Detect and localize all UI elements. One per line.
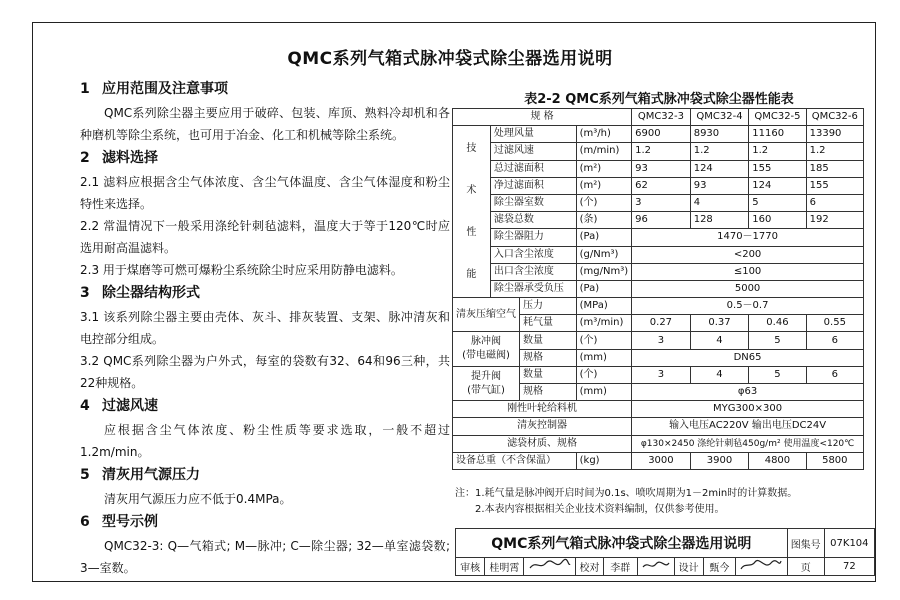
section-2 xyxy=(80,149,450,281)
reviewer-name: 桂明霄 xyxy=(485,558,524,576)
table-cell: φ130×2450 涤纶针刺毡450g/m² 使用温度<120℃ xyxy=(632,435,864,452)
table-cell: 5 xyxy=(749,194,806,211)
param-unit: (MPa) xyxy=(576,298,632,315)
table-cell: 1470－1770 xyxy=(632,229,864,246)
table-cell: 5 xyxy=(749,366,806,383)
table-title: 表2-2 QMC系列气箱式脉冲袋式除尘器性能表 xyxy=(524,92,794,107)
table-cell: 6900 xyxy=(632,126,691,143)
section-number: 4 xyxy=(80,398,90,414)
proofer-signature xyxy=(637,558,674,576)
table-cell: 155 xyxy=(806,177,863,194)
table-cell: 3 xyxy=(632,366,691,383)
table-cell: 0.55 xyxy=(806,315,863,332)
section-heading: 过滤风速 xyxy=(102,398,158,414)
param-name: 压力 xyxy=(520,298,577,315)
section-heading: 除尘器结构形式 xyxy=(102,285,200,301)
param-unit: (Pa) xyxy=(576,229,632,246)
table-row xyxy=(453,298,864,315)
group-label: 脉冲阀 (带电磁阀) xyxy=(453,332,520,366)
table-row xyxy=(453,194,864,211)
tech-performance-label: 技 术 性 能 xyxy=(453,126,491,298)
table-cell: 3000 xyxy=(632,452,691,469)
section-paragraph: 2.3 用于煤磨等可燃可爆粉尘系统除尘时应采用防静电滤料。 xyxy=(80,263,403,277)
table-cell: 1.2 xyxy=(690,143,749,160)
table-cell: 输入电压AC220V 输出电压DC24V xyxy=(632,418,864,435)
table-cell: 4 xyxy=(690,366,749,383)
section-paragraph: 清灰用气源压力应不低于0.4MPa。 xyxy=(104,492,292,506)
table-row xyxy=(453,177,864,194)
table-cell: 124 xyxy=(690,160,749,177)
table-cell: 5800 xyxy=(806,452,863,469)
section-6 xyxy=(80,513,450,579)
param-name: 处理风量 xyxy=(490,126,576,143)
table-cell: 62 xyxy=(632,177,691,194)
table-row xyxy=(453,452,864,469)
section-heading: 清灰用气源压力 xyxy=(102,467,200,483)
table-row xyxy=(453,126,864,143)
table-cell: 93 xyxy=(690,177,749,194)
table-row xyxy=(453,229,864,246)
table-cell: 0.27 xyxy=(632,315,691,332)
designer-name: 甄今 xyxy=(703,558,735,576)
section-paragraph: QMC32-3: Q—气箱式; M—脉冲; C—除尘器; 32—单室滤袋数; 3—室数。 xyxy=(80,539,450,575)
group-label: 提升阀 (带气缸) xyxy=(453,366,520,400)
table-row xyxy=(453,160,864,177)
section-heading: 型号示例 xyxy=(102,514,158,530)
table-cell: 160 xyxy=(749,212,806,229)
table-cell: 124 xyxy=(749,177,806,194)
table-cell: ≤100 xyxy=(632,263,864,280)
param-name: 耗气量 xyxy=(520,315,577,332)
table-cell: 6 xyxy=(806,366,863,383)
param-name: 刚性叶轮给料机 xyxy=(453,401,632,418)
performance-table xyxy=(452,108,864,470)
param-name: 数量 xyxy=(520,332,577,349)
param-name: 设备总重（不含保温） xyxy=(453,452,577,469)
section-number: 6 xyxy=(80,514,90,530)
group-label: 清灰压缩空气 xyxy=(453,298,520,332)
table-cell: 0.46 xyxy=(749,315,806,332)
param-unit: (个) xyxy=(576,332,632,349)
section-1 xyxy=(80,80,450,146)
table-cell: DN65 xyxy=(632,349,864,366)
table-cell: 8930 xyxy=(690,126,749,143)
table-row xyxy=(453,212,864,229)
table-cell: <200 xyxy=(632,246,864,263)
table-cell: 4800 xyxy=(749,452,806,469)
section-number: 5 xyxy=(80,467,90,483)
param-name: 规格 xyxy=(520,384,577,401)
param-unit: (m³/h) xyxy=(576,126,632,143)
review-label: 审核 xyxy=(456,558,485,576)
page-title: QMC系列气箱式脉冲袋式除尘器选用说明 xyxy=(287,49,613,69)
param-unit: (Pa) xyxy=(576,280,632,297)
param-name: 除尘器阻力 xyxy=(490,229,576,246)
proof-label: 校对 xyxy=(576,558,604,576)
param-name: 规格 xyxy=(520,349,577,366)
table-cell: 155 xyxy=(749,160,806,177)
table-cell: φ63 xyxy=(632,384,864,401)
table-row xyxy=(453,280,864,297)
table-cell: 3900 xyxy=(690,452,749,469)
param-unit: (mm) xyxy=(576,384,632,401)
note-line: 注：1.耗气量是脉冲阀开启时间为0.1s、喷吹周期为1－2min时的计算数据。 xyxy=(455,488,798,499)
section-number: 3 xyxy=(80,285,90,301)
param-name: 滤袋总数 xyxy=(490,212,576,229)
param-name: 除尘器室数 xyxy=(490,194,576,211)
table-row xyxy=(453,143,864,160)
table-cell: 0.5－0.7 xyxy=(632,298,864,315)
table-cell: 4 xyxy=(690,194,749,211)
table-cell: 93 xyxy=(632,160,691,177)
section-5 xyxy=(80,466,450,510)
table-row xyxy=(453,418,864,435)
spec-header: 规 格 xyxy=(453,109,632,126)
section-paragraph: 2.1 滤料应根据含尘气体浓度、含尘气体温度、含尘气体湿度和粉尘特性来选择。 xyxy=(80,175,450,211)
table-row xyxy=(453,435,864,452)
param-name: 除尘器承受负压 xyxy=(490,280,576,297)
table-cell: 192 xyxy=(806,212,863,229)
param-name: 过滤风速 xyxy=(490,143,576,160)
table-cell: 0.37 xyxy=(690,315,749,332)
model-header: QMC32-3 xyxy=(632,109,691,126)
param-unit: (个) xyxy=(576,194,632,211)
table-cell: 4 xyxy=(690,332,749,349)
table-row xyxy=(453,401,864,418)
table-cell: 1.2 xyxy=(749,143,806,160)
title-block-title: QMC系列气箱式脉冲袋式除尘器选用说明 xyxy=(456,529,788,558)
note-line: 2.本表内容根据相关企业技术资料编制，仅供参考使用。 xyxy=(475,504,725,515)
param-unit: (m²) xyxy=(576,177,632,194)
model-header: QMC32-4 xyxy=(690,109,749,126)
param-unit: (g/Nm³) xyxy=(576,246,632,263)
param-unit: (mg/Nm³) xyxy=(576,263,632,280)
section-number: 1 xyxy=(80,81,90,97)
table-row xyxy=(453,246,864,263)
design-label: 设计 xyxy=(674,558,703,576)
param-unit: (个) xyxy=(576,366,632,383)
param-name: 入口含尘浓度 xyxy=(490,246,576,263)
table-notes xyxy=(455,486,875,518)
section-paragraph: QMC系列除尘器主要应用于破碎、包装、库顶、熟料冷却机和各种磨机等除尘系统，也可用于冶金、化工和机械等除尘系统。 xyxy=(80,106,450,142)
table-cell: 6 xyxy=(806,194,863,211)
section-paragraph: 3.2 QMC系列除尘器为户外式，每室的袋数有32、64和96三种，共22种规格。 xyxy=(80,354,450,390)
table-cell: 13390 xyxy=(806,126,863,143)
section-4 xyxy=(80,397,450,463)
section-paragraph: 应根据含尘气体浓度、粉尘性质等要求选取，一般不超过1.2m/min。 xyxy=(80,423,450,459)
section-number: 2 xyxy=(80,150,90,166)
table-cell: 1.2 xyxy=(632,143,691,160)
param-name: 总过滤面积 xyxy=(490,160,576,177)
page-number: 72 xyxy=(824,558,874,576)
table-cell: 3 xyxy=(632,332,691,349)
param-unit: (m³/min) xyxy=(576,315,632,332)
table-cell: 96 xyxy=(632,212,691,229)
designer-signature xyxy=(735,558,787,576)
param-name: 出口含尘浓度 xyxy=(490,263,576,280)
atlas-label: 图集号 xyxy=(787,529,824,558)
param-name: 数量 xyxy=(520,366,577,383)
param-name: 滤袋材质、规格 xyxy=(453,435,632,452)
table-cell: 3 xyxy=(632,194,691,211)
model-header: QMC32-6 xyxy=(806,109,863,126)
description-column xyxy=(80,80,450,579)
proofer-name: 李群 xyxy=(603,558,637,576)
page-label: 页 xyxy=(787,558,824,576)
table-cell: 6 xyxy=(806,332,863,349)
param-unit: (m/min) xyxy=(576,143,632,160)
table-cell: MYG300×300 xyxy=(632,401,864,418)
table-cell: 5 xyxy=(749,332,806,349)
param-unit: (条) xyxy=(576,212,632,229)
table-cell: 11160 xyxy=(749,126,806,143)
table-row xyxy=(453,263,864,280)
section-3 xyxy=(80,284,450,394)
param-unit: (kg) xyxy=(576,452,632,469)
param-name: 净过滤面积 xyxy=(490,177,576,194)
atlas-number: 07K104 xyxy=(824,529,874,558)
table-row xyxy=(453,366,864,383)
section-heading: 应用范围及注意事项 xyxy=(102,81,228,97)
model-header: QMC32-5 xyxy=(749,109,806,126)
param-name: 清灰控制器 xyxy=(453,418,632,435)
title-block xyxy=(455,528,875,576)
table-header-row xyxy=(453,109,864,126)
table-cell: 5000 xyxy=(632,280,864,297)
param-unit: (mm) xyxy=(576,349,632,366)
table-cell: 185 xyxy=(806,160,863,177)
section-paragraph: 3.1 该系列除尘器主要由壳体、灰斗、排灰装置、支架、脉冲清灰和电控部分组成。 xyxy=(80,310,450,346)
table-cell: 128 xyxy=(690,212,749,229)
reviewer-signature xyxy=(524,558,576,576)
section-paragraph: 2.2 常温情况下一般采用涤纶针刺毡滤料，温度大于等于120℃时应选用耐高温滤料。 xyxy=(80,219,450,255)
param-unit: (m²) xyxy=(576,160,632,177)
section-heading: 滤料选择 xyxy=(102,150,158,166)
table-cell: 1.2 xyxy=(806,143,863,160)
table-row xyxy=(453,332,864,349)
